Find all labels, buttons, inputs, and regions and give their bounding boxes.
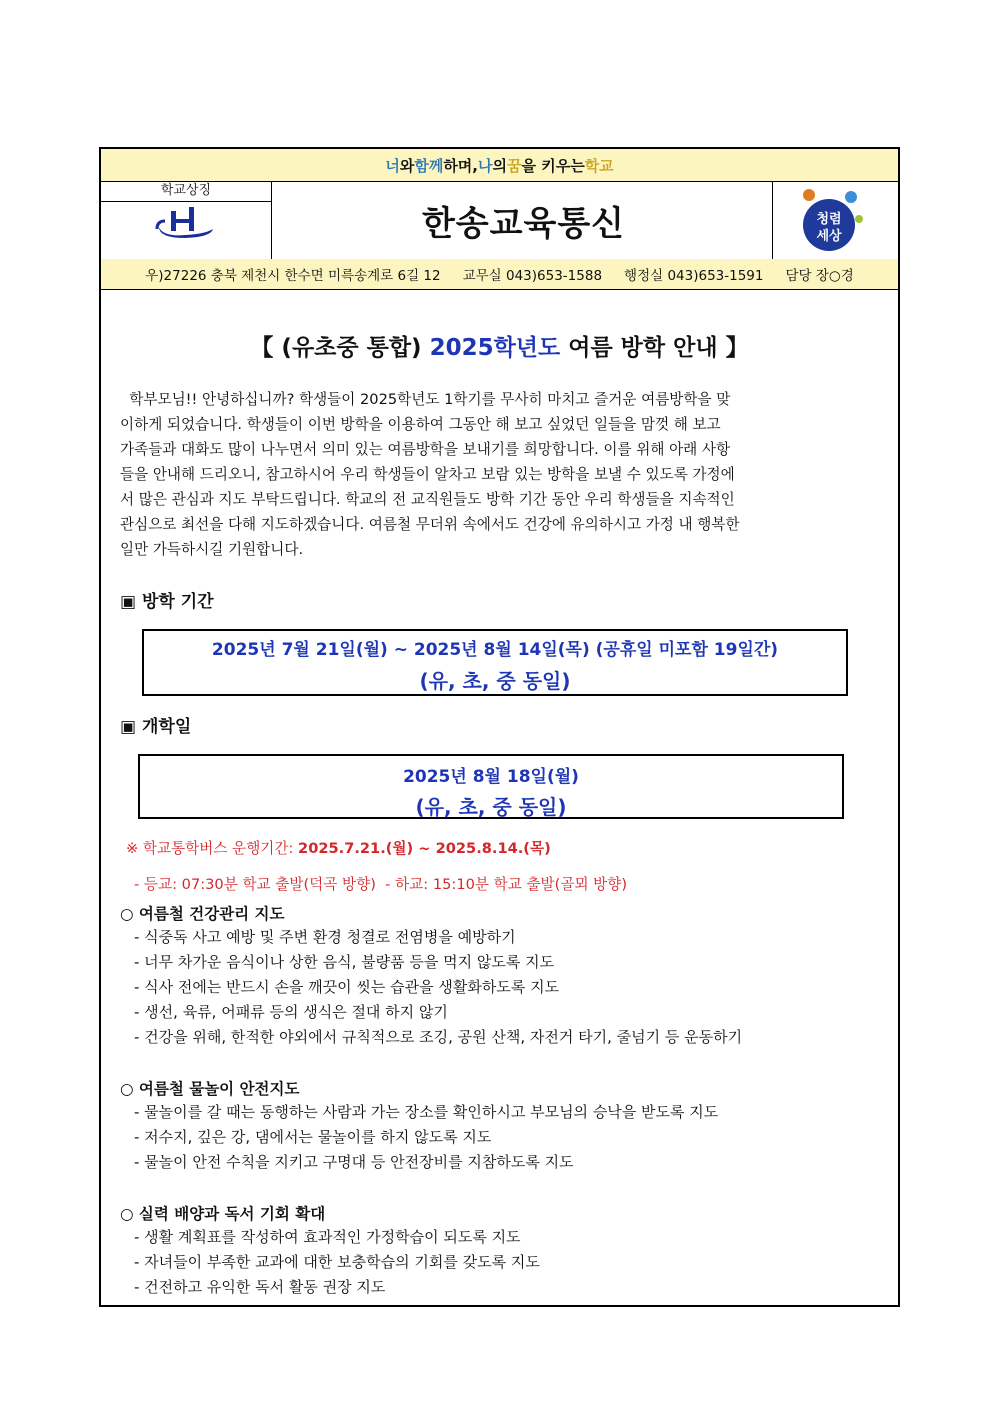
vacation-period-heading: ▣ 방학 기간 bbox=[120, 592, 214, 612]
title-year: 2025학년도 bbox=[429, 335, 561, 361]
school-slogan bbox=[101, 149, 898, 182]
slogan-part: 학교 bbox=[584, 156, 614, 175]
newsletter-title: 한송교육통신 bbox=[421, 203, 626, 244]
slogan-part: 의 bbox=[492, 156, 507, 175]
intro-line: 서 많은 관심과 지도 부탁드립니다. 학교의 전 교직원들도 방학 기간 동안 우리 학생들을 지속적인 bbox=[120, 491, 735, 508]
opening-day-box bbox=[138, 754, 844, 819]
svg-text:세상: 세상 bbox=[816, 229, 842, 244]
title-suffix: 여름 방학 안내 】 bbox=[560, 335, 749, 361]
list-item: - 너무 차가운 음식이나 상한 음식, 불량품 등을 먹지 않도록 지도 bbox=[134, 953, 555, 971]
water-safety-section-list bbox=[134, 1100, 718, 1175]
intro-line: 관심으로 최선을 다해 지도하겠습니다. 여름철 무더위 속에서도 건강에 유의하시고 가정 내 행복한 bbox=[120, 516, 740, 533]
health-section-list bbox=[134, 925, 742, 1050]
vacation-period-box bbox=[142, 629, 848, 696]
vacation-period-note: (유, 초, 중 동일) bbox=[419, 669, 571, 693]
opening-day-date: 2025년 8월 18일(월) bbox=[403, 767, 579, 787]
slogan-part: 너 bbox=[385, 156, 400, 175]
intro-paragraph bbox=[120, 387, 884, 562]
list-item: - 건전하고 유익한 독서 활동 권장 지도 bbox=[134, 1278, 386, 1296]
document-title bbox=[101, 329, 898, 362]
intro-line: 일만 가득하시길 기원합니다. bbox=[120, 541, 304, 558]
study-reading-section-list bbox=[134, 1225, 540, 1300]
contact-person: 담당 장○경 bbox=[785, 268, 854, 284]
slogan-part: 을 키우는 bbox=[521, 156, 585, 175]
bus-period-dates: 2025.7.21.(월) ~ 2025.8.14.(목) bbox=[298, 840, 551, 857]
school-emblem-icon bbox=[153, 207, 217, 239]
intro-line: 가족들과 대화도 많이 나누면서 의미 있는 여름방학을 보내기를 희망합니다. 이를 위해 아래 사항 bbox=[120, 441, 731, 458]
slogan-part: 함께 bbox=[414, 156, 444, 175]
list-item: - 자녀들이 부족한 교과에 대한 보충학습의 기회를 갖도록 지도 bbox=[134, 1253, 540, 1271]
list-item: - 저수지, 깊은 강, 댐에서는 물놀이를 하지 않도록 지도 bbox=[134, 1128, 492, 1146]
title-prefix: 【 (유초중 통합) bbox=[250, 335, 430, 361]
list-item: - 생선, 육류, 어패류 등의 생식은 절대 하지 않기 bbox=[134, 1003, 448, 1021]
slogan-part: 꿈 bbox=[507, 156, 522, 175]
admin-office-phone: 행정실 043)653-1591 bbox=[624, 268, 764, 284]
intro-line: 들을 안내해 드리오니, 참고하시어 우리 학생들이 알차고 보람 있는 방학을 보낼 수 있도록 가정에 bbox=[120, 466, 735, 483]
list-item: - 생활 계획표를 작성하여 효과적인 가정학습이 되도록 지도 bbox=[134, 1228, 521, 1246]
water-safety-section-title: ○ 여름철 물놀이 안전지도 bbox=[120, 1080, 300, 1098]
slogan-part: 나 bbox=[478, 156, 493, 175]
svg-text:청렴: 청렴 bbox=[816, 212, 842, 227]
list-item: - 건강을 위해, 한적한 야외에서 규칙적으로 조깅, 공원 산책, 자전거 타기, 줄넘기 등 운동하기 bbox=[134, 1028, 743, 1046]
school-symbol-label: 학교상징 bbox=[101, 181, 271, 202]
slogan-part: 와 bbox=[399, 156, 415, 175]
intro-line: 학부모님!! 안녕하십니까? 학생들이 2025학년도 1학기를 무사히 마치고 즐거운 여름방학을 맞 bbox=[120, 391, 731, 408]
bus-label: ※ 학교통학버스 운행기간: bbox=[126, 840, 299, 857]
school-bus-period bbox=[126, 837, 551, 858]
vacation-period-dates: 2025년 7월 21일(월) ~ 2025년 8월 14일(목) (공휴일 미포함 19일간) bbox=[211, 640, 779, 660]
school-bus-schedule: - 등교: 07:30분 학교 출발(덕곡 방향) - 하교: 15:10분 학교 출발(골뫼 방향) bbox=[134, 876, 628, 893]
teachers-office-phone: 교무실 043)653-1588 bbox=[462, 268, 603, 284]
school-symbol-cell bbox=[101, 181, 272, 259]
opening-day-heading: ▣ 개학일 bbox=[120, 717, 192, 737]
health-section-title: ○ 여름철 건강관리 지도 bbox=[120, 905, 285, 923]
newsletter-frame bbox=[99, 147, 900, 1307]
list-item: - 물놀이 안전 수칙을 지키고 구명대 등 안전장비를 지참하도록 지도 bbox=[134, 1153, 574, 1171]
list-item: - 물놀이를 갈 때는 동행하는 사람과 가는 장소를 확인하시고 부모님의 승낙을 받도록 지도 bbox=[134, 1103, 719, 1121]
integrity-world-logo-icon bbox=[793, 185, 873, 255]
slogan-part: 하며, bbox=[443, 156, 478, 175]
newsletter-header bbox=[101, 181, 898, 260]
school-address-bar bbox=[101, 259, 898, 290]
list-item: - 식중독 사고 예방 및 주변 환경 청결로 전염병을 예방하기 bbox=[134, 928, 516, 946]
intro-line: 이하게 되었습니다. 학생들이 이번 방학을 이용하여 그동안 해 보고 싶었던 일들을 맘껏 해 보고 bbox=[120, 416, 721, 433]
list-item: - 식사 전에는 반드시 손을 깨끗이 씻는 습관을 생활화하도록 지도 bbox=[134, 978, 560, 996]
opening-day-note: (유, 초, 중 동일) bbox=[415, 795, 567, 819]
integrity-logo-cell bbox=[772, 181, 898, 259]
study-reading-section-title: ○ 실력 배양과 독서 기회 확대 bbox=[120, 1205, 326, 1223]
postal-address: 우)27226 충북 제천시 한수면 미륵송계로 6길 12 bbox=[145, 268, 441, 284]
